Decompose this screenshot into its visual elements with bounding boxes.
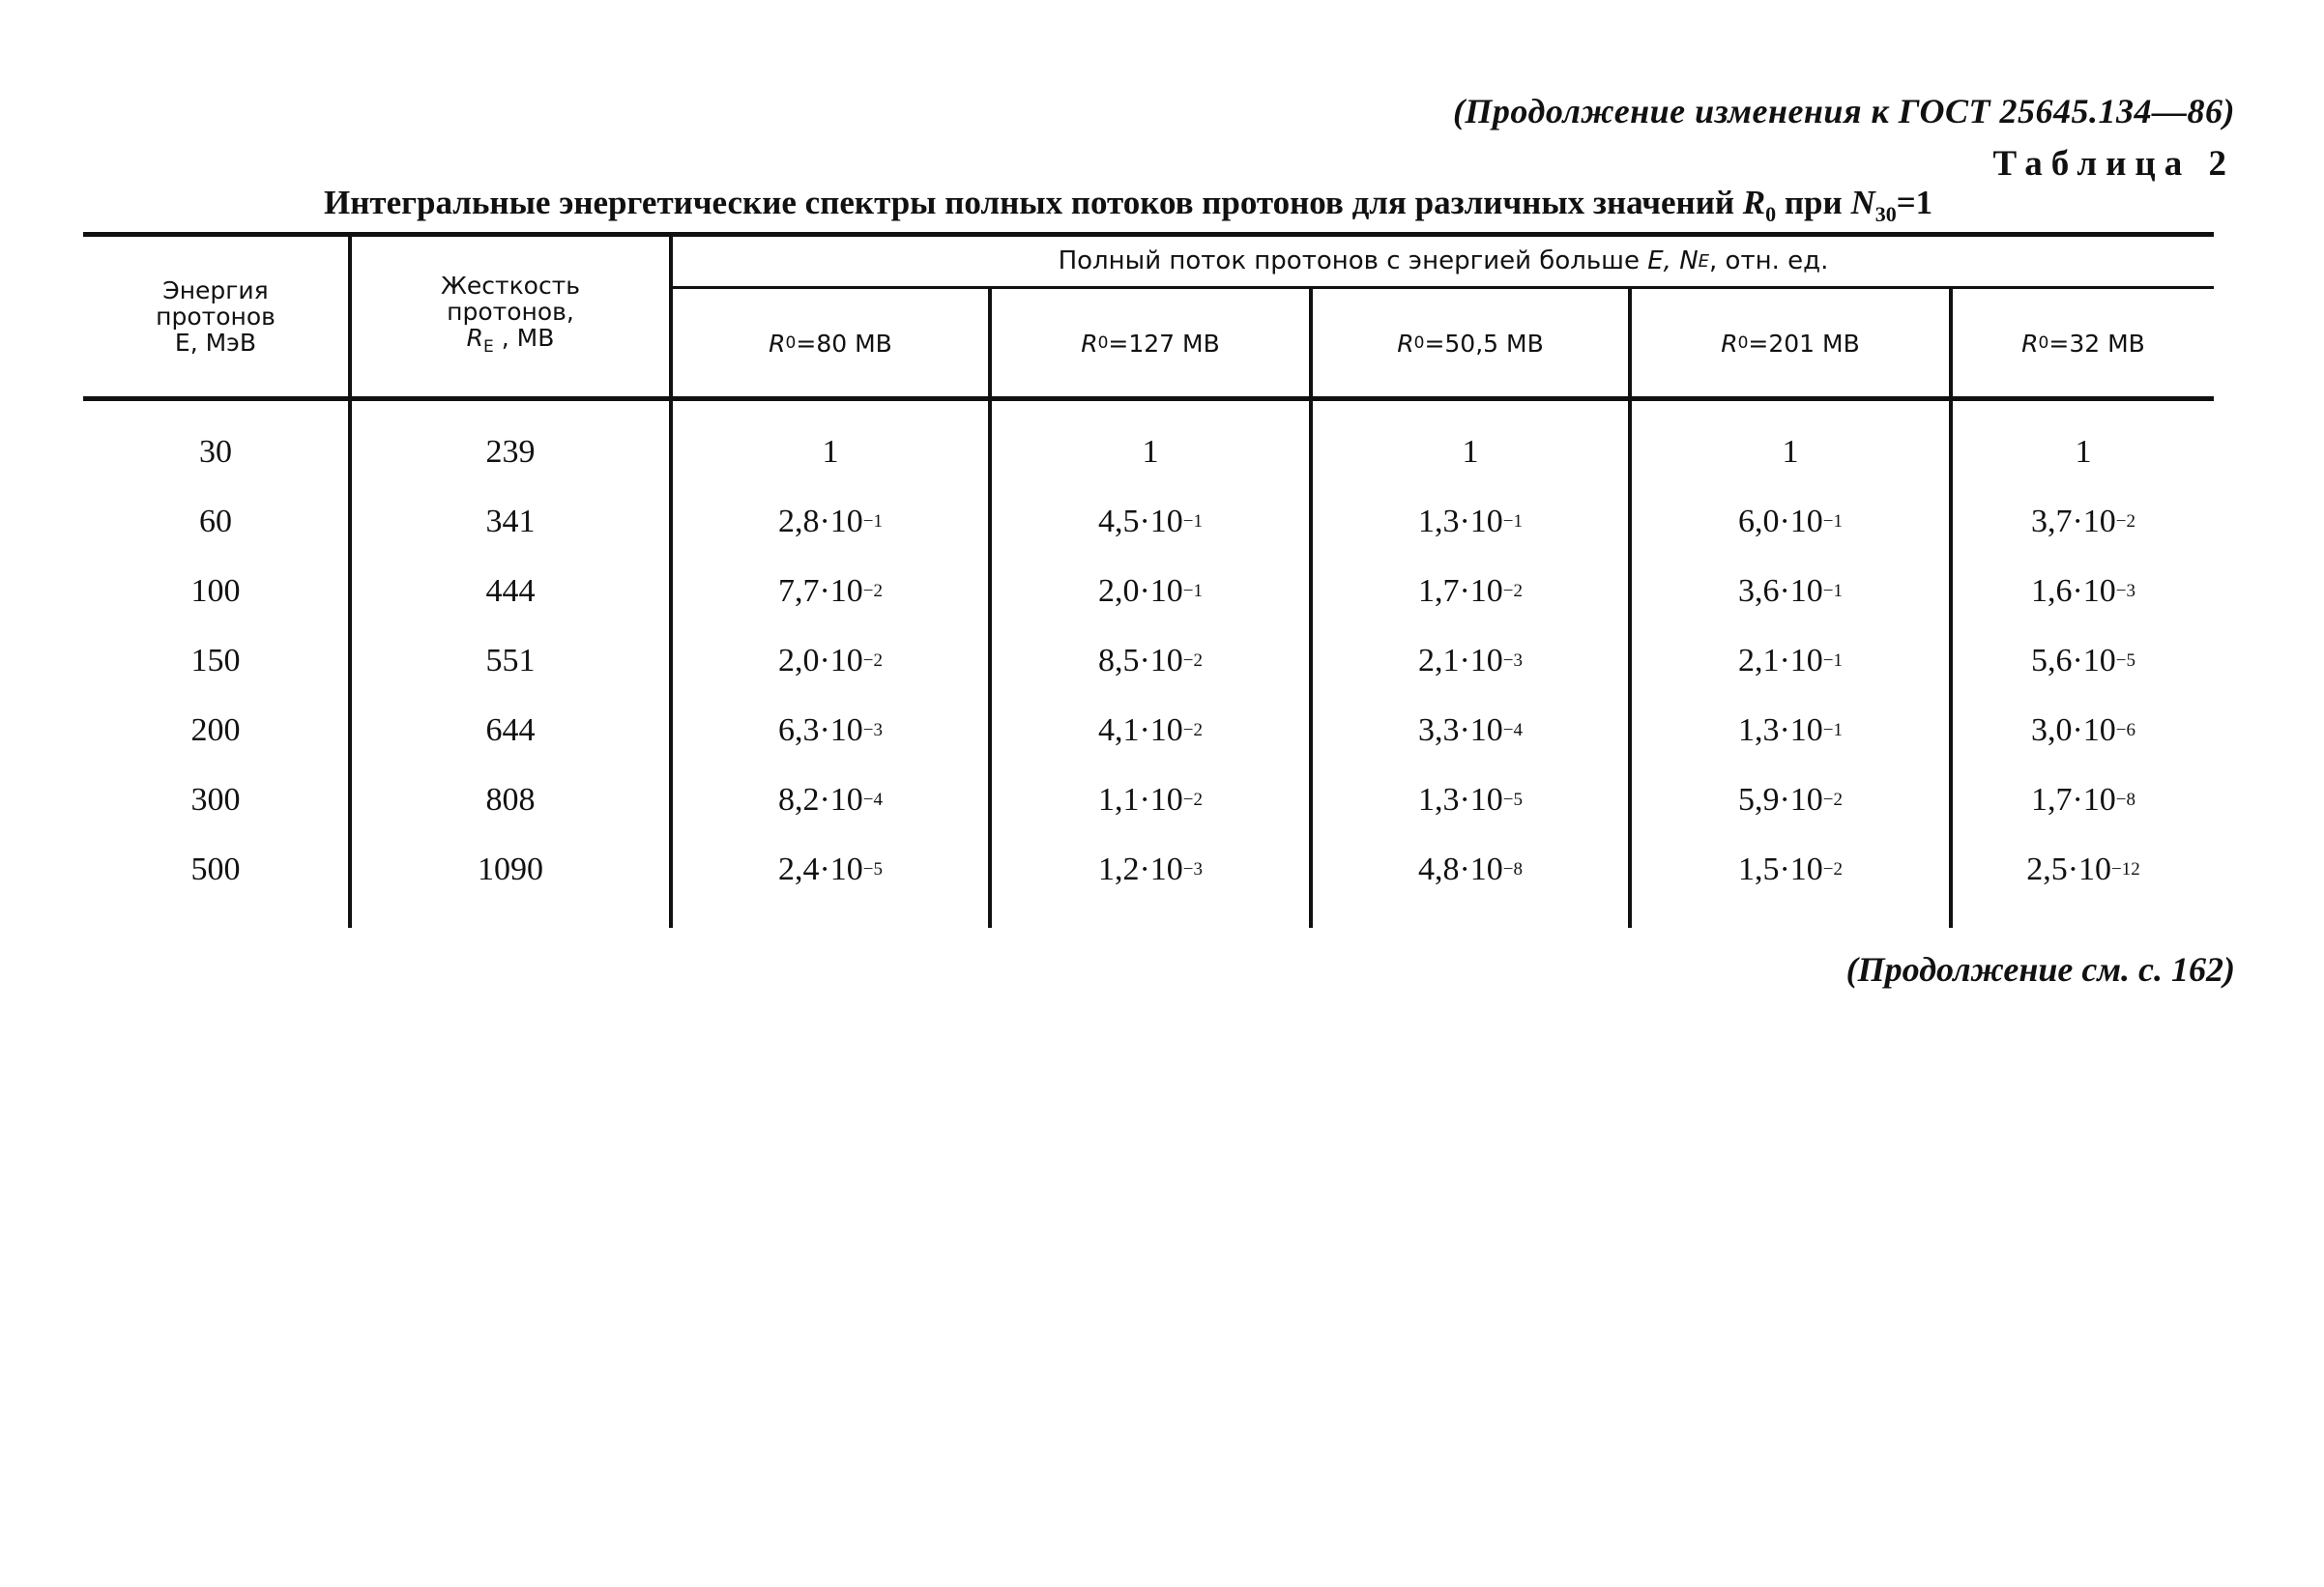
cell-flux-r0-201 — [1632, 418, 1949, 487]
flux-mantissa: 3,3·10 — [1417, 712, 1503, 748]
flux-mantissa: 2,1·10 — [1417, 643, 1503, 678]
flux-mantissa: 2,4·10 — [777, 851, 863, 887]
cell-flux-r0-201 — [1632, 626, 1949, 696]
cell-flux-r0-201 — [1632, 765, 1949, 835]
flux-mantissa: 4,5·10 — [1097, 504, 1183, 539]
flux-exponent: −5 — [2115, 650, 2136, 671]
header-r0-32 — [1953, 290, 2214, 396]
flux-mantissa: 5,9·10 — [1737, 782, 1823, 818]
cell-flux-r0-32 — [1953, 696, 2214, 765]
cell-rigidity: 341 — [485, 504, 536, 539]
caption-r-sub: 0 — [1765, 202, 1777, 226]
spectra-table — [83, 232, 2214, 928]
flux-mantissa: 1,3·10 — [1737, 712, 1823, 748]
flux-exponent: −2 — [1502, 581, 1524, 601]
cell-flux-r0-127 — [992, 418, 1309, 487]
header-energy — [83, 236, 348, 396]
flux-exponent: −1 — [1502, 511, 1524, 532]
cell-flux-r0-80 — [673, 557, 988, 626]
cell-flux-r0-201 — [1632, 835, 1949, 905]
flux-mantissa: 1 — [1142, 434, 1159, 470]
cell-flux-r0-127 — [992, 557, 1309, 626]
flux-exponent: −5 — [862, 859, 884, 880]
table-caption — [324, 184, 1932, 227]
cell-flux-r0-201 — [1632, 696, 1949, 765]
flux-exponent: −8 — [1502, 859, 1524, 880]
header-rigidity-line3 — [467, 325, 555, 361]
flux-exponent: −1 — [1822, 650, 1844, 671]
flux-exponent: −12 — [2111, 859, 2140, 880]
table-number: Таблица 2 — [1992, 144, 2235, 184]
cell-rigidity: 644 — [485, 712, 536, 748]
cell-flux-r0-50-5 — [1313, 835, 1628, 905]
flux-exponent: −2 — [1182, 650, 1204, 671]
cell-flux-r0-201 — [1632, 557, 1949, 626]
r0-symbol: R — [1721, 329, 1738, 358]
flux-exponent: −5 — [1502, 790, 1524, 810]
header-rigidity-line1: Жесткость — [440, 271, 581, 300]
flux-mantissa: 7,7·10 — [777, 573, 863, 609]
cell-flux-r0-127 — [992, 696, 1309, 765]
r0-sub: 0 — [1737, 332, 1749, 353]
group-header-text: Полный поток протонов с энергией больше — [1058, 246, 1640, 275]
cell-flux-r0-50-5 — [1313, 418, 1628, 487]
flux-exponent: −3 — [1182, 859, 1204, 880]
flux-exponent: −4 — [1502, 720, 1524, 740]
flux-mantissa: 8,5·10 — [1097, 643, 1183, 678]
flux-exponent: −3 — [862, 720, 884, 740]
header-rigidity-unit: , МВ — [493, 323, 555, 352]
cell-flux-r0-50-5 — [1313, 765, 1628, 835]
flux-mantissa: 1 — [1462, 434, 1479, 470]
header-r0-50-5 — [1313, 290, 1628, 396]
cell-flux-r0-80 — [673, 765, 988, 835]
cell-energy: 30 — [199, 434, 232, 470]
flux-exponent: −2 — [2115, 511, 2136, 532]
flux-exponent: −2 — [862, 650, 884, 671]
header-r0-201 — [1632, 290, 1949, 396]
flux-exponent: −1 — [1822, 511, 1844, 532]
flux-exponent: −3 — [2115, 581, 2136, 601]
caption-n-symbol: N — [1850, 184, 1875, 221]
flux-mantissa: 2,8·10 — [777, 504, 863, 539]
table-row — [83, 765, 2214, 835]
header-rigidity-sub: E — [483, 336, 494, 357]
cell-flux-r0-80 — [673, 487, 988, 557]
group-header-n: N — [1679, 246, 1699, 275]
continuation-footer: (Продолжение см. с. 162) — [1845, 950, 2235, 989]
header-r0-127 — [992, 290, 1309, 396]
r0-sub: 0 — [1413, 332, 1425, 353]
cell-flux-r0-50-5 — [1313, 696, 1628, 765]
flux-mantissa: 1,3·10 — [1417, 782, 1503, 818]
cell-flux-r0-127 — [992, 487, 1309, 557]
flux-mantissa: 2,0·10 — [777, 643, 863, 678]
flux-mantissa: 3,6·10 — [1737, 573, 1823, 609]
r0-symbol: R — [1397, 329, 1414, 358]
flux-mantissa: 1 — [822, 434, 839, 470]
r0-sub: 0 — [2038, 332, 2049, 353]
cell-rigidity: 1090 — [478, 851, 543, 887]
caption-n-sub: 30 — [1874, 202, 1897, 226]
cell-flux-r0-32 — [1953, 557, 2214, 626]
cell-flux-r0-127 — [992, 765, 1309, 835]
cell-flux-r0-127 — [992, 626, 1309, 696]
table-row — [83, 487, 2214, 557]
cell-flux-r0-201 — [1632, 487, 1949, 557]
caption-mid: при — [1776, 184, 1851, 221]
cell-rigidity: 808 — [485, 782, 536, 818]
cell-rigidity: 239 — [485, 434, 536, 470]
flux-mantissa: 6,3·10 — [777, 712, 863, 748]
cell-energy: 100 — [190, 573, 241, 609]
cell-flux-r0-32 — [1953, 626, 2214, 696]
cell-flux-r0-50-5 — [1313, 557, 1628, 626]
cell-flux-r0-80 — [673, 418, 988, 487]
flux-exponent: −4 — [862, 790, 884, 810]
r0-value: =127 МВ — [1108, 329, 1220, 358]
table-row — [83, 418, 2214, 487]
cell-flux-r0-80 — [673, 696, 988, 765]
cell-energy: 150 — [190, 643, 241, 678]
flux-mantissa: 1 — [2075, 434, 2092, 470]
group-header-e: E, — [1647, 246, 1671, 275]
header-energy-line1: Энергия — [162, 275, 269, 304]
cell-flux-r0-127 — [992, 835, 1309, 905]
flux-mantissa: 6,0·10 — [1737, 504, 1823, 539]
flux-mantissa: 1,2·10 — [1097, 851, 1183, 887]
cell-energy: 300 — [190, 782, 241, 818]
cell-flux-r0-80 — [673, 626, 988, 696]
r0-value: =80 МВ — [796, 329, 892, 358]
table-row — [83, 696, 2214, 765]
r0-value: =32 МВ — [2048, 329, 2145, 358]
flux-mantissa: 3,0·10 — [2030, 712, 2116, 748]
caption-r-symbol: R — [1742, 184, 1766, 221]
caption-tail: =1 — [1896, 184, 1933, 221]
header-rigidity — [352, 236, 669, 396]
r0-symbol: R — [2021, 329, 2039, 358]
caption-text: Интегральные энергетические спектры полных потоков протонов для различных значений — [324, 184, 1735, 221]
cell-flux-r0-80 — [673, 835, 988, 905]
group-header-n-sub: E — [1698, 250, 1710, 272]
flux-mantissa: 3,7·10 — [2030, 504, 2116, 539]
flux-mantissa: 4,1·10 — [1097, 712, 1183, 748]
r0-value: =50,5 МВ — [1424, 329, 1544, 358]
flux-exponent: −2 — [1822, 859, 1844, 880]
cell-rigidity: 444 — [485, 573, 536, 609]
flux-mantissa: 2,5·10 — [2026, 851, 2112, 887]
cell-energy: 200 — [190, 712, 241, 748]
flux-exponent: −2 — [1822, 790, 1844, 810]
flux-exponent: −1 — [862, 511, 884, 532]
flux-mantissa: 1,6·10 — [2030, 573, 2116, 609]
flux-exponent: −1 — [1182, 581, 1204, 601]
table-row — [83, 557, 2214, 626]
flux-mantissa: 1,1·10 — [1097, 782, 1183, 818]
header-rigidity-line2: протонов, — [447, 297, 574, 326]
flux-mantissa: 1,7·10 — [2030, 782, 2116, 818]
flux-mantissa: 1 — [1782, 434, 1799, 470]
header-energy-line3: Е, МэВ — [174, 328, 257, 357]
flux-exponent: −2 — [1182, 720, 1204, 740]
cell-flux-r0-50-5 — [1313, 487, 1628, 557]
cell-flux-r0-32 — [1953, 765, 2214, 835]
flux-exponent: −1 — [1822, 581, 1844, 601]
flux-exponent: −3 — [1502, 650, 1524, 671]
flux-mantissa: 1,7·10 — [1417, 573, 1503, 609]
flux-exponent: −1 — [1822, 720, 1844, 740]
cell-rigidity: 551 — [485, 643, 536, 678]
flux-exponent: −6 — [2115, 720, 2136, 740]
table-row — [83, 626, 2214, 696]
cell-energy: 500 — [190, 851, 241, 887]
flux-mantissa: 1,5·10 — [1737, 851, 1823, 887]
flux-mantissa: 4,8·10 — [1417, 851, 1503, 887]
flux-mantissa: 8,2·10 — [777, 782, 863, 818]
continuation-header: (Продолжение изменения к ГОСТ 25645.134—86) — [1452, 92, 2235, 130]
cell-energy: 60 — [199, 504, 232, 539]
r0-sub: 0 — [785, 332, 797, 353]
r0-value: =201 МВ — [1748, 329, 1860, 358]
flux-mantissa: 2,0·10 — [1097, 573, 1183, 609]
flux-exponent: −2 — [862, 581, 884, 601]
flux-mantissa: 1,3·10 — [1417, 504, 1503, 539]
cell-flux-r0-32 — [1953, 418, 2214, 487]
cell-flux-r0-32 — [1953, 835, 2214, 905]
header-rigidity-symbol: R — [466, 323, 484, 352]
r0-symbol: R — [1081, 329, 1098, 358]
flux-exponent: −1 — [1182, 511, 1204, 532]
table-row — [83, 835, 2214, 905]
group-header-tail: , отн. ед. — [1709, 246, 1829, 275]
r0-sub: 0 — [1097, 332, 1109, 353]
header-bottom-rule — [83, 396, 2214, 401]
flux-exponent: −8 — [2115, 790, 2136, 810]
header-energy-line2: протонов — [156, 302, 276, 331]
flux-exponent: −2 — [1182, 790, 1204, 810]
r0-symbol: R — [769, 329, 786, 358]
cell-flux-r0-50-5 — [1313, 626, 1628, 696]
cell-flux-r0-32 — [1953, 487, 2214, 557]
header-r0-80 — [673, 290, 988, 396]
flux-mantissa: 2,1·10 — [1737, 643, 1823, 678]
flux-mantissa: 5,6·10 — [2030, 643, 2116, 678]
header-total-flux-group — [673, 240, 2214, 282]
group-header-rule — [673, 286, 2214, 289]
